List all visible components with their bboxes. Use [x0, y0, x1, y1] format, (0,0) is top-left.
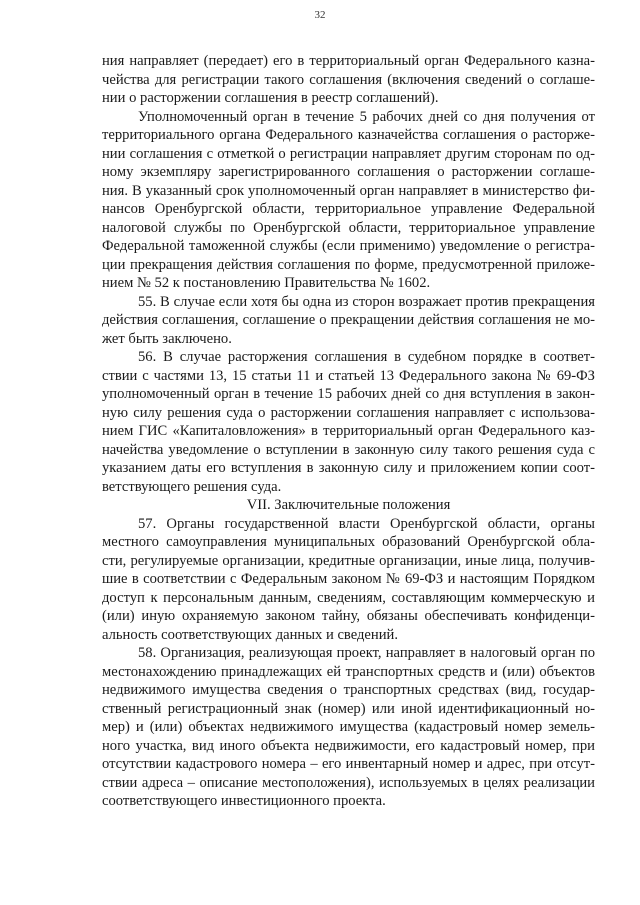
document-body	[102, 52, 595, 811]
paragraph-continuation: ния направляет (передает) его в территориальный орган Федерального казначейства для регистрации такого соглашения (включения сведений о соглашении о расторжении соглашения в реестр соглашений).	[102, 53, 595, 106]
paragraph-57: 57. Органы государственной власти Оренбургской области, органы местного самоуправления муниципальных образований Оренбургской области, регулируемые организации, кредитные организации, иные лица, получившие в соответствии с Федеральным законом № 69-ФЗ и настоящим Порядком доступ к персональным данным, сведениям, составляющим коммерческую и (или) иную охраняемую законом тайну, обязаны обеспечивать конфиденциальность соответствующих данных и сведений.	[102, 515, 595, 643]
section-title: VII. Заключительные положения	[246, 497, 451, 513]
page-number: 32	[314, 9, 326, 21]
paragraph-58: 58. Организация, реализующая проект, направляет в налоговый орган по местонахождению принадлежащих ей транспортных средств и (или) объектов недвижимого имущества сведения о транспортных средствах (вид, государственный регистрационный знак (номер) или иной идентификационный номер) и (или) объектах недвижимого имущества (кадастровый номер земельного участка, вид иного объекта недвижимости, его кадастровый номер, при отсутствии кадастрового номера – его инвентарный номер и адрес, при отсутствии адреса – описание местоположения), используемых в целях реализации соответствующего инвестиционного проекта.	[102, 645, 595, 809]
paragraph-55: 55. В случае если хотя бы одна из сторон возражает против прекращения действия соглашения, соглашение о прекращении действия соглашения не может быть заключено.	[102, 293, 595, 347]
paragraph-authorized-body-notice: Уполномоченный орган в течение 5 рабочих дней со дня получения от территориального органа Федерального казначейства соглашения о расторжении соглашения с отметкой о регистрации направляет другим сторонам по одному экземпляру зарегистрированного соглашения о расторжении соглашения. В указанный срок уполномоченный орган направляет в министерство финансов Оренбургской области, территориальное управление Федеральной налоговой службы по Оренбургской области, территориальное управление Федеральной таможенной службы (если применимо) уведомление о регистрации прекращения действия соглашения по форме, предусмотренной приложением № 52 к постановлению Правительства № 1602.	[102, 108, 595, 291]
paragraph-56: 56. В случае расторжения соглашения в судебном порядке в соответствии с частями 13, 15 статьи 11 и статьей 13 Федерального закона № 69-ФЗ уполномоченный орган в течение 15 рабочих дней со дня вступления в законную силу решения суда о расторжении соглашения направляет с использованием ГИС «Капиталовложения» в территориальный орган Федерального казначейства уведомление о вступлении в законную силу такого решения суда с указанием даты его вступления в законную силу и приложением копии соответствующего решения суда.	[102, 349, 595, 495]
